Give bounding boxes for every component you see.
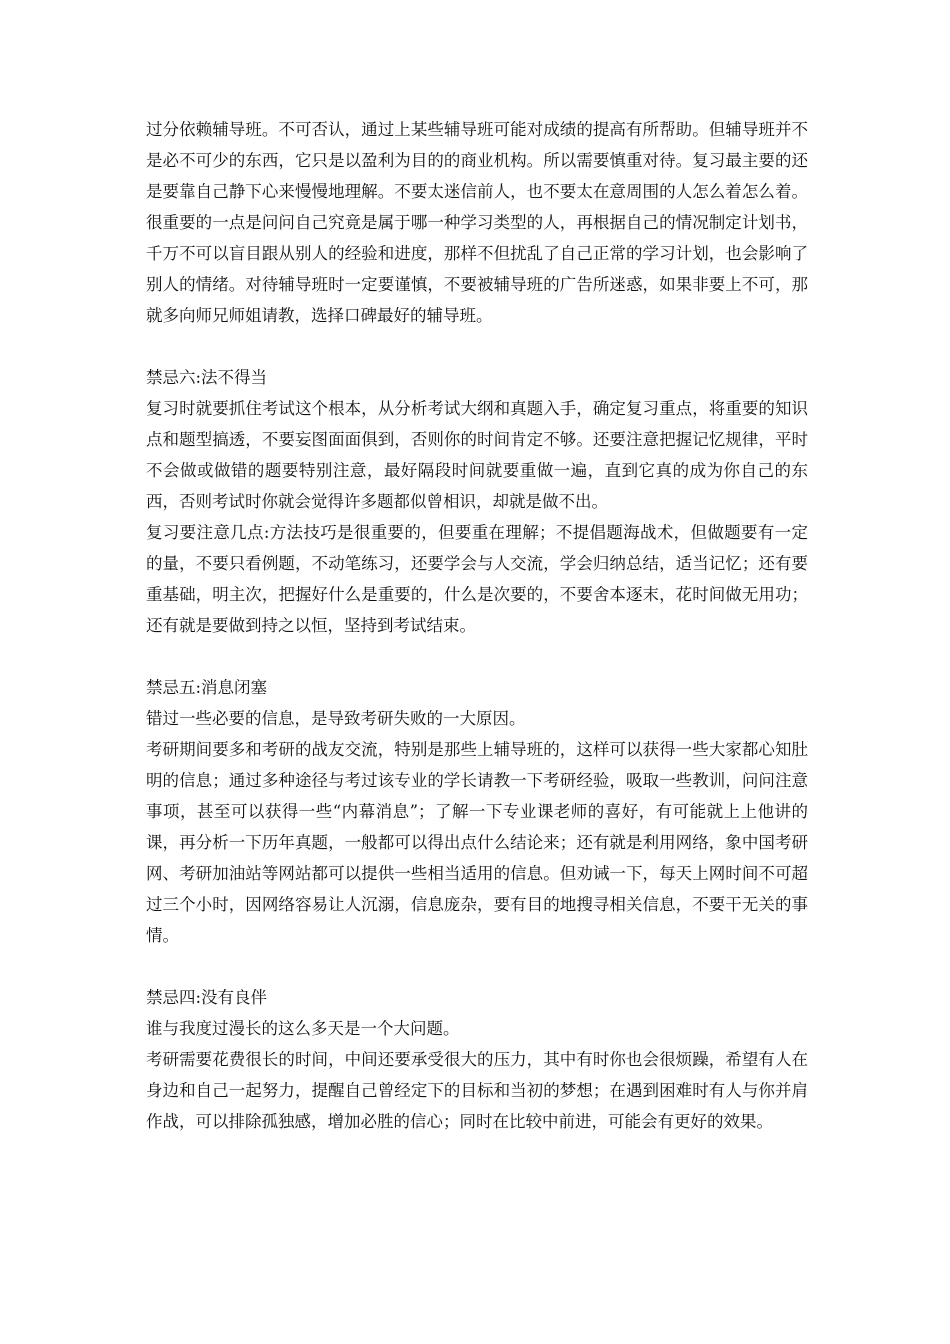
section-taboo-4 [146,982,808,1137]
taboo-6-paragraph-2: 复习要注意几点:方法技巧是很重要的，但要重在理解；不提倡题海战术，但做题要有一定的量，不要只看例题，不动笔练习，还要学会与人交流，学会归纳总结，适当记忆；还有要重基础，明主次，把握好什么是重要的，什么是次要的，不要舍本逐末，花时间做无用功；还有就是要做到持之以恒，坚持到考试结束。 [146,523,808,635]
taboo-4-heading: 禁忌四:没有良伴 [146,988,268,1007]
section-taboo-5 [146,672,808,951]
section-taboo-6 [146,362,808,641]
taboo-5-paragraph-2: 考研期间要多和考研的战友交流，特别是那些上辅导班的，这样可以获得一些大家都心知肚明的信息；通过多种途径与考过该专业的学长请教一下考研经验，吸取一些教训，问问注意事项，甚至可以获得一些“内幕消息”；了解一下专业课老师的喜好，有可能就上上他讲的课，再分析一下历年真题，一般都可以得出点什么结论来；还有就是利用网络，象中国考研网、考研加油站等网站都可以提供一些相当适用的信息。但劝诫一下，每天上网时间不可超过三个小时，因网络容易让人沉溺，信息庞杂，要有目的地搜寻相关信息，不要干无关的事情。 [146,740,808,945]
section-intro [146,114,808,331]
taboo-4-paragraph-1: 谁与我度过漫长的这么多天是一个大问题。 [146,1019,460,1038]
intro-paragraph: 过分依赖辅导班。不可否认，通过上某些辅导班可能对成绩的提高有所帮助。但辅导班并不是必不可少的东西，它只是以盈利为目的的商业机构。所以需要慎重对待。复习最主要的还是要靠自己静下心来慢慢地理解。不要太迷信前人，也不要太在意周围的人怎么着怎么着。很重要的一点是问问自己究竟是属于哪一种学习类型的人，再根据自己的情况制定计划书，千万不可以盲目跟从别人的经验和进度，那样不但扰乱了自己正常的学习计划，也会影响了别人的情绪。对待辅导班时一定要谨慎，不要被辅导班的广告所迷惑，如果非要上不可，那就多向师兄师姐请教，选择口碑最好的辅导班。 [146,120,808,325]
taboo-5-paragraph-1: 错过一些必要的信息，是导致考研失败的一大原因。 [146,709,526,728]
taboo-6-paragraph-1: 复习时就要抓住考试这个根本，从分析考试大纲和真题入手，确定复习重点，将重要的知识点和题型搞透，不要妄图面面俱到，否则你的时间肯定不够。还要注意把握记忆规律，平时不会做或做错的题要特别注意，最好隔段时间就要重做一遍，直到它真的成为你自己的东西，否则考试时你就会觉得许多题都似曾相识，却就是做不出。 [146,399,808,511]
document-body [146,114,808,1137]
taboo-4-paragraph-2: 考研需要花费很长的时间，中间还要承受很大的压力，其中有时你也会很烦躁，希望有人在身边和自己一起努力，提醒自己曾经定下的目标和当初的梦想；在遇到困难时有人与你并肩作战，可以排除孤独感，增加必胜的信心；同时在比较中前进，可能会有更好的效果。 [146,1050,808,1131]
taboo-6-heading: 禁忌六:法不得当 [146,368,268,387]
taboo-5-heading: 禁忌五:消息闭塞 [146,678,268,697]
